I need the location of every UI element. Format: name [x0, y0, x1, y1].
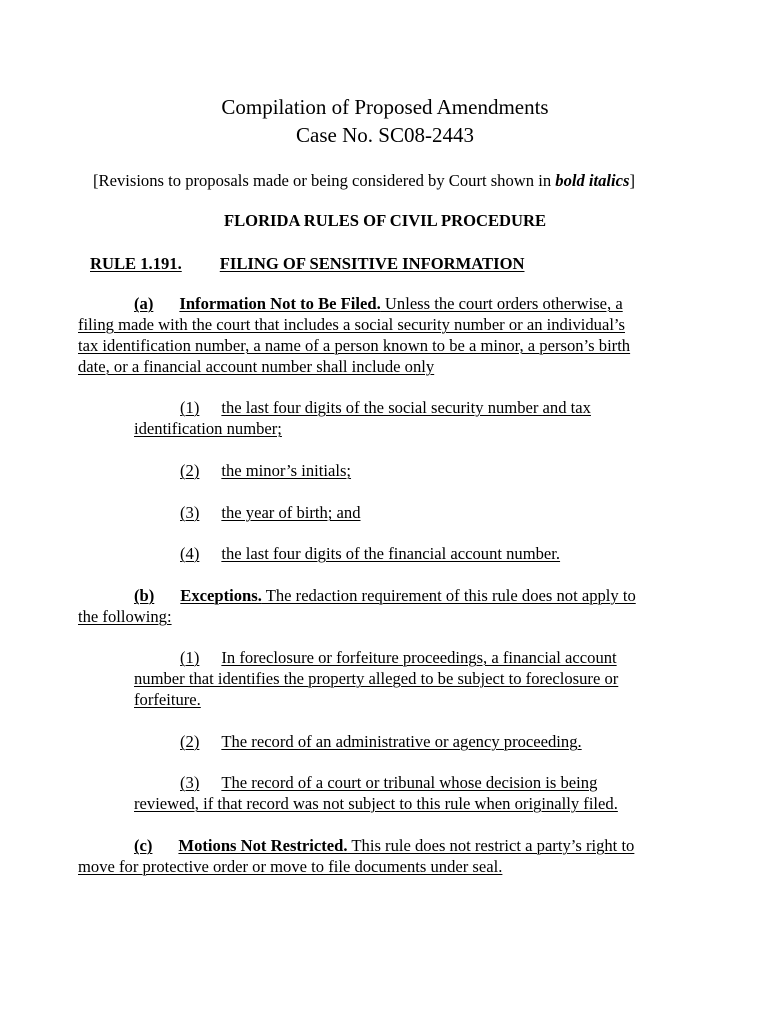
revision-note: [93, 171, 635, 191]
section-b-item-1-cont: number that identifies the property alleged to be subject to foreclosure or: [134, 669, 619, 688]
section-a-item-3: (3) the year of birth; and: [180, 503, 361, 522]
rule-heading: [90, 254, 524, 274]
section-c-label: (c): [134, 836, 153, 855]
rule-number: RULE 1.191.: [90, 254, 182, 273]
section-b-heading: Exceptions.: [180, 586, 262, 605]
section-a-label: (a): [134, 294, 154, 313]
section-b-first-line: (b) Exceptions. The redaction requirement of this rule does not apply to: [134, 586, 636, 605]
section-b-item-1-cont: forfeiture.: [134, 690, 201, 709]
section-a-line: filing made with the court that includes a social security number or an individual’s: [78, 315, 625, 334]
section-c-heading: Motions Not Restricted.: [178, 836, 348, 855]
section-b-label: (b): [134, 586, 155, 605]
section-b-item-1: (1) In foreclosure or forfeiture proceedings, a financial account: [180, 648, 617, 667]
section-b-item-3: (3) The record of a court or tribunal whose decision is being: [180, 773, 598, 792]
revision-note-suffix: ]: [629, 171, 636, 190]
section-c-line: move for protective order or move to file documents under seal.: [78, 857, 503, 876]
section-b-item-2: (2) The record of an administrative or agency proceeding.: [180, 732, 582, 751]
section-a-item-1-cont: identification number;: [134, 419, 282, 438]
section-a-item-2: (2) the minor’s initials;: [180, 461, 352, 480]
revision-note-emphasis: bold italics: [555, 171, 630, 190]
section-a-line: date, or a financial account number shall include only: [78, 357, 435, 376]
section-a-heading: Information Not to Be Filed.: [179, 294, 381, 313]
case-number: Case No. SC08-2443: [296, 123, 474, 147]
section-b-line: the following:: [78, 607, 172, 626]
section-a-item-1: (1) the last four digits of the social security number and tax: [180, 398, 591, 417]
rule-title: FILING OF SENSITIVE INFORMATION: [219, 254, 525, 273]
rules-heading: FLORIDA RULES OF CIVIL PROCEDURE: [223, 211, 547, 230]
revision-note-prefix: [Revisions to proposals made or being considered by Court shown in: [93, 171, 556, 190]
section-a-line: tax identification number, a name of a person known to be a minor, a person’s birth: [78, 336, 631, 355]
section-c-first-line: (c) Motions Not Restricted. This rule does not restrict a party’s right to: [134, 836, 635, 855]
section-a-first-line: (a) Information Not to Be Filed. Unless the court orders otherwise, a: [134, 294, 623, 313]
document-title: Compilation of Proposed Amendments: [221, 95, 549, 119]
section-b-item-3-cont: reviewed, if that record was not subject to this rule when originally filed.: [134, 794, 618, 813]
section-a-item-4: (4) the last four digits of the financial account number.: [180, 544, 561, 563]
